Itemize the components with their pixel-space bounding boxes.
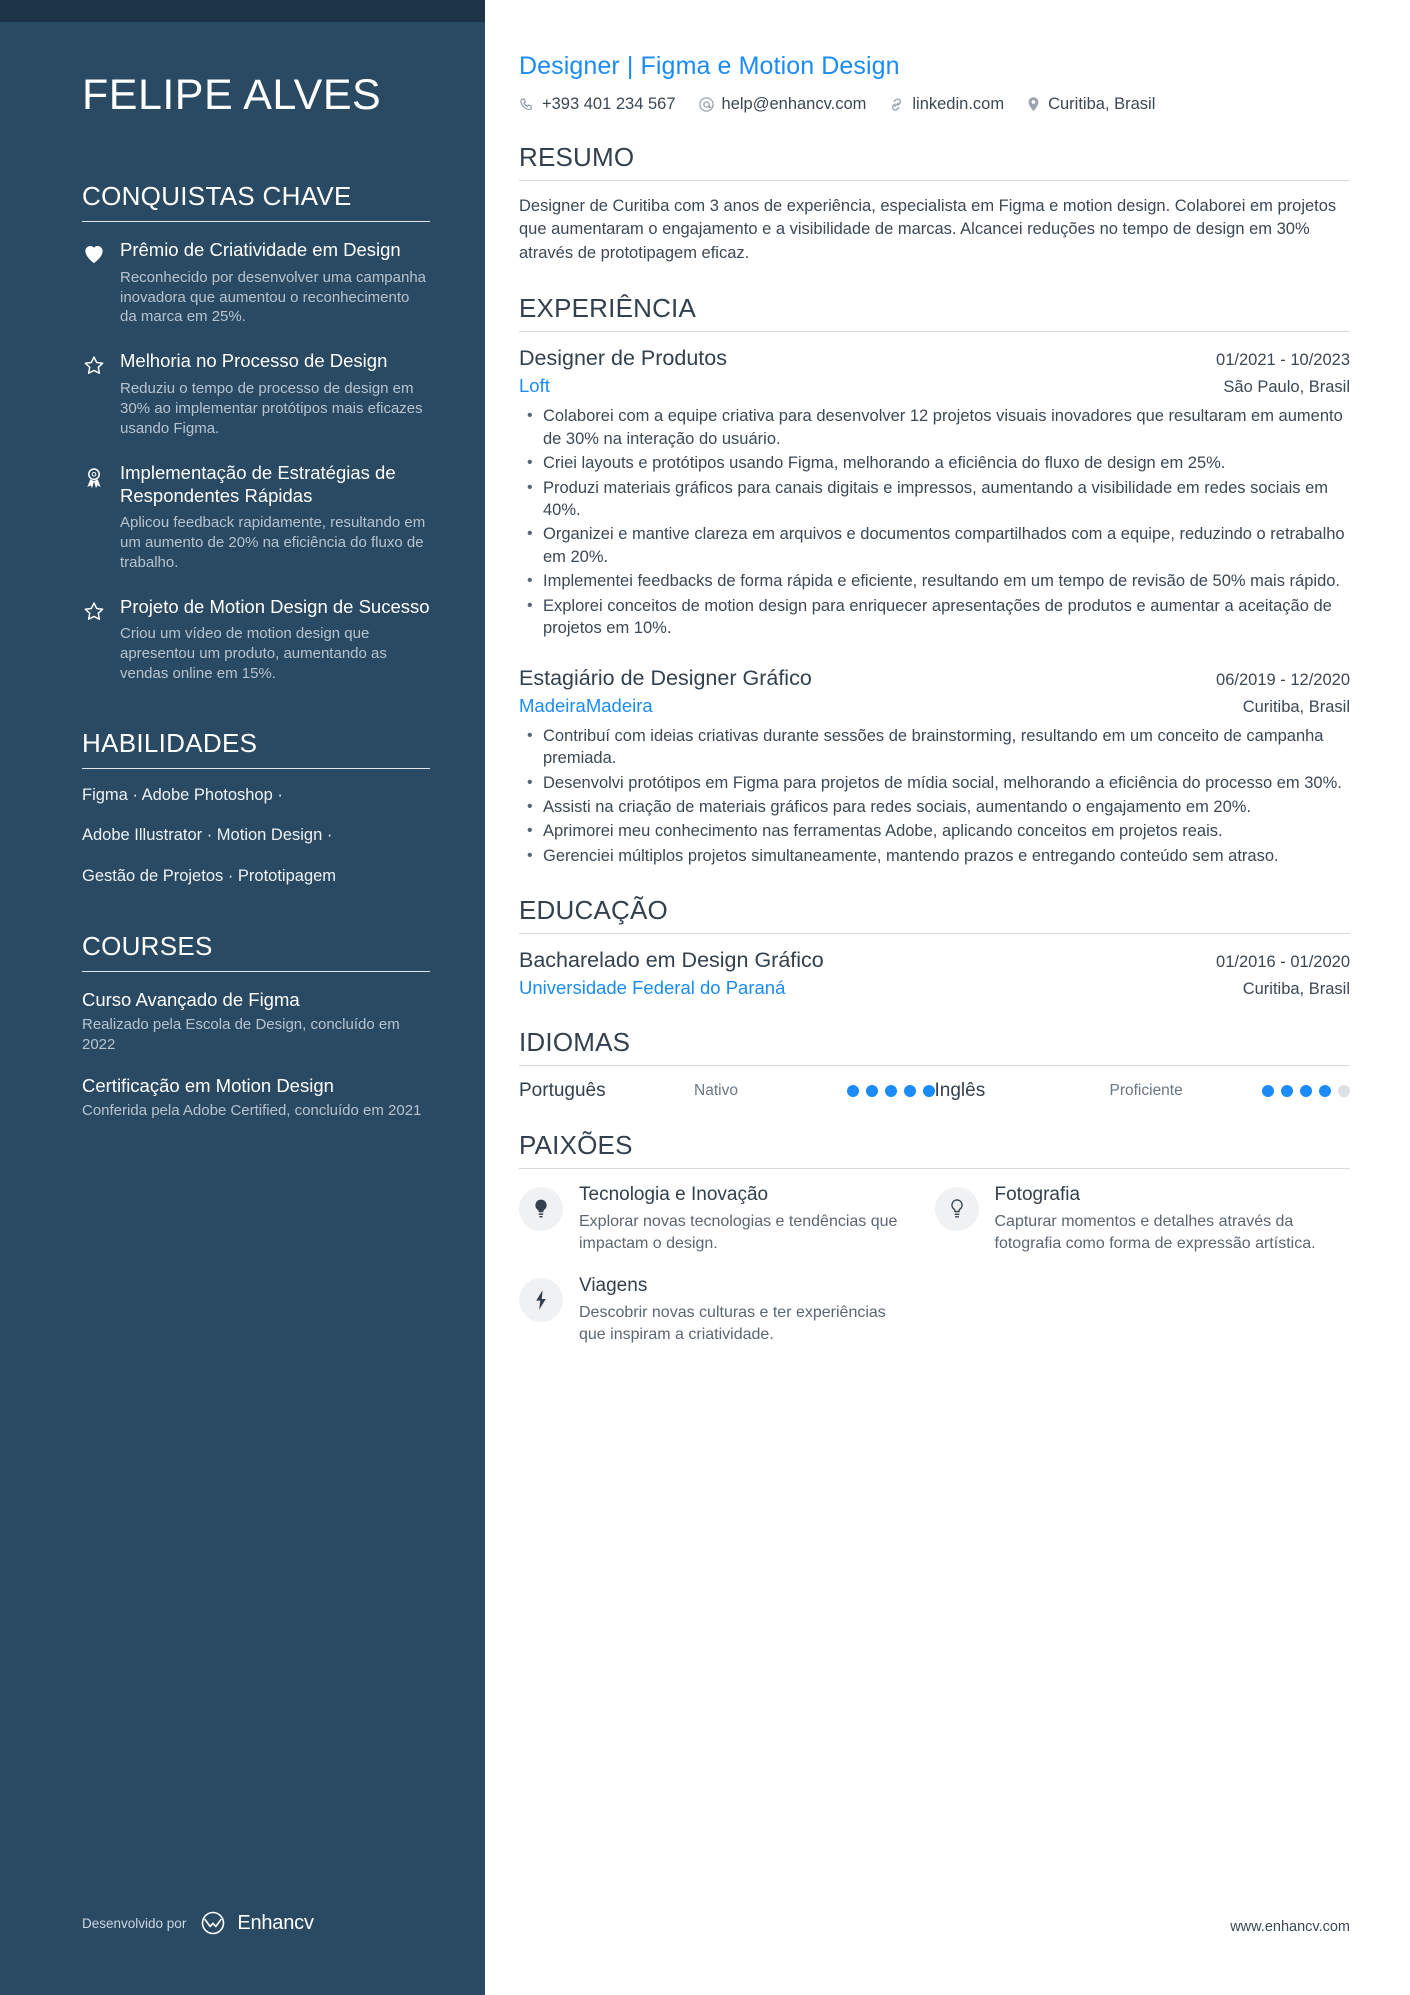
job-bullet: • Criei layouts e protótipos usando Figma, melhorando a eficiência do fluxo de design em 25%. [519, 452, 1350, 474]
job-title: Designer de Produtos [519, 346, 727, 371]
course-description: Conferida pela Adobe Certified, concluído em 2021 [82, 1102, 422, 1120]
language-level: Proficiente [1109, 1082, 1183, 1100]
rating-dot [1262, 1085, 1274, 1097]
phone-icon [519, 97, 535, 113]
skill-line: Adobe Illustrator · Motion Design · [82, 826, 333, 845]
footer-website: www.enhancv.com [1230, 1919, 1350, 1935]
job-bullets [519, 725, 1350, 868]
link-icon [888, 96, 905, 113]
passion-description: Capturar momentos e detalhes através da fotografia como forma de expressão artística. [994, 1213, 1316, 1252]
education-item [519, 948, 1350, 999]
enhancv-logo [196, 1911, 313, 1935]
section-heading-passions: PAIXÕES [519, 1130, 633, 1161]
section-courses [82, 931, 430, 1121]
headline: Designer | Figma e Motion Design [519, 52, 900, 80]
course-description: Realizado pela Escola de Design, concluído em 2022 [82, 1016, 400, 1054]
rating-dot [1338, 1085, 1350, 1097]
contact-phone-text: +393 401 234 567 [542, 95, 676, 113]
divider [519, 180, 1350, 181]
skill-line: Gestão de Projetos · Prototipagem [82, 866, 337, 885]
contact-location [1026, 95, 1155, 114]
language-item [519, 1080, 935, 1102]
course-item [82, 1074, 430, 1121]
passion-item [935, 1183, 1351, 1254]
rating-dot [847, 1085, 859, 1097]
rating-dot [866, 1085, 878, 1097]
achievement-title: Implementação de Estratégias de Respondentes Rápidas [120, 461, 396, 506]
section-education [519, 895, 1350, 999]
sidebar-footer [82, 1911, 314, 1935]
degree-date: 01/2016 - 01/2020 [1216, 953, 1350, 972]
passions-list [519, 1183, 1350, 1365]
section-heading-achievements: CONQUISTAS CHAVE [82, 181, 352, 212]
divider [82, 971, 430, 972]
achievement-description: Criou um vídeo de motion design que apresentou um produto, aumentando as vendas online em 15%. [120, 625, 387, 683]
course-title: Curso Avançado de Figma [82, 989, 300, 1011]
divider [519, 1168, 1350, 1169]
at-icon [698, 96, 715, 113]
section-passions [519, 1130, 1350, 1365]
divider [519, 331, 1350, 332]
section-key-achievements [82, 181, 430, 684]
contact-phone[interactable] [519, 95, 676, 114]
award-ribbon-icon [82, 461, 106, 573]
rating-dot [885, 1085, 897, 1097]
sidebar-top-bar [0, 0, 485, 22]
job-bullet: • Contribuí com ideias criativas durante sessões de brainstorming, resultando em um conceito de campanha premiada. [519, 725, 1350, 770]
job-date: 01/2021 - 10/2023 [1216, 351, 1350, 370]
divider [519, 1065, 1350, 1066]
rating-dot [923, 1085, 935, 1097]
rating-dot [1300, 1085, 1312, 1097]
achievement-description: Reconhecido por desenvolver uma campanha inovadora que aumentou o reconhecimento da marca em 25%. [120, 268, 427, 326]
achievement-title: Prêmio de Criatividade em Design [120, 239, 401, 261]
page-title: FELIPE ALVES [82, 71, 382, 119]
job-bullet: • Organizei e mantive clareza em arquivos e documentos compartilhados com a equipe, reduzindo o retrabalho em 20%. [519, 523, 1350, 568]
job-date: 06/2019 - 12/2020 [1216, 670, 1350, 689]
section-summary [519, 142, 1350, 265]
contact-bar [519, 95, 1350, 114]
rating-dot [904, 1085, 916, 1097]
passion-item [519, 1274, 935, 1345]
achievement-item [82, 349, 430, 438]
degree-title: Bacharelado em Design Gráfico [519, 948, 824, 973]
passion-item [519, 1183, 935, 1254]
enhancv-mark-icon [196, 1911, 230, 1935]
languages-list [519, 1080, 1350, 1102]
job-bullet: • Colaborei com a equipe criativa para desenvolver 12 projetos visuais inovadores que resultaram em aumento de 30% na interação do usuário. [519, 405, 1350, 450]
contact-email-text: help@enhancv.com [721, 95, 867, 113]
star-icon [82, 595, 106, 684]
job-bullet: • Assisti na criação de materiais gráficos para redes sociais, aumentando o engajamento em 20%. [519, 796, 1350, 818]
job-company[interactable]: MadeiraMadeira [519, 694, 653, 716]
rating-dot [1319, 1085, 1331, 1097]
lightbulb-filled-icon [519, 1187, 563, 1231]
course-title: Certificação em Motion Design [82, 1075, 334, 1097]
star-icon [82, 349, 106, 438]
spacer [519, 644, 1350, 666]
divider [519, 933, 1350, 934]
divider [82, 221, 430, 222]
contact-location-text: Curitiba, Brasil [1048, 95, 1156, 113]
passion-description: Descobrir novas culturas e ter experiências que inspiram a criatividade. [579, 1303, 886, 1343]
job-bullets [519, 405, 1350, 639]
passion-title: Viagens [579, 1275, 648, 1297]
job-bullet: • Produzi materiais gráficos para canais digitais e impressos, aumentando a visibilidade em redes sociais em 40%. [519, 477, 1350, 522]
section-heading-education: EDUCAÇÃO [519, 895, 668, 926]
section-heading-skills: HABILIDADES [82, 728, 258, 759]
experience-item [519, 666, 1350, 868]
achievement-item [82, 238, 430, 327]
section-heading-courses: COURSES [82, 931, 213, 962]
section-heading-experience: EXPERIÊNCIA [519, 293, 697, 324]
section-heading-languages: IDIOMAS [519, 1027, 631, 1058]
job-bullet: • Gerenciei múltiplos projetos simultaneamente, mantendo prazos e entregando conteúdo sem atraso. [519, 845, 1350, 867]
passion-title: Tecnologia e Inovação [579, 1184, 769, 1206]
enhancv-wordmark: Enhancv [237, 1911, 314, 1934]
contact-linkedin-text: linkedin.com [912, 95, 1005, 113]
powered-by-label: Desenvolvido por [82, 1915, 187, 1931]
course-item [82, 988, 430, 1055]
summary-text: Designer de Curitiba com 3 anos de experiência, especialista em Figma e motion design. Colaborei em projetos que aumentaram o engajamento e a visibilidade de marcas. Alcancei reduções no tempo de design em 30% através de prototipagem eficaz. [519, 197, 1337, 262]
contact-linkedin[interactable] [888, 95, 1004, 114]
lightbulb-outline-icon [935, 1187, 979, 1231]
bolt-icon [519, 1278, 563, 1322]
passion-description: Explorar novas tecnologias e tendências que impactam o design. [579, 1213, 898, 1252]
job-title: Estagiário de Designer Gráfico [519, 665, 812, 690]
heart-icon [82, 238, 106, 327]
rating-dot [1281, 1085, 1293, 1097]
language-item [935, 1080, 1351, 1102]
section-skills [82, 728, 430, 887]
contact-email[interactable] [698, 95, 867, 114]
achievement-item [82, 461, 430, 573]
language-level: Nativo [694, 1082, 738, 1100]
school-location: Curitiba, Brasil [1242, 980, 1350, 999]
language-name: Inglês [934, 1080, 986, 1102]
job-location: Curitiba, Brasil [1242, 697, 1350, 716]
job-bullet: • Implementei feedbacks de forma rápida e eficiente, resultando em um tempo de revisão de 50% mais rápido. [519, 570, 1350, 592]
job-company[interactable]: Loft [519, 375, 550, 397]
achievement-title: Projeto de Motion Design de Sucesso [120, 595, 430, 617]
location-pin-icon [1026, 96, 1041, 113]
experience-item [519, 346, 1350, 639]
divider [82, 768, 430, 769]
language-name: Português [519, 1080, 606, 1102]
achievement-description: Aplicou feedback rapidamente, resultando em um aumento de 20% na eficiência do fluxo de trabalho. [120, 514, 426, 571]
passion-title: Fotografia [994, 1184, 1081, 1206]
section-languages [519, 1027, 1350, 1102]
skill-line: Figma · Adobe Photoshop · [82, 786, 283, 805]
job-bullet: • Explorei conceitos de motion design para enriquecer apresentações de produtos e aumentar a aceitação de projetos em 10%. [519, 595, 1350, 640]
job-location: São Paulo, Brasil [1223, 378, 1350, 397]
language-rating-dots [847, 1085, 935, 1097]
achievement-item [82, 595, 430, 684]
language-rating-dots [1262, 1085, 1350, 1097]
sidebar [0, 0, 485, 1995]
section-experience [519, 293, 1350, 867]
main-content [485, 0, 1410, 1995]
job-bullet: • Desenvolvi protótipos em Figma para projetos de mídia social, melhorando a eficiência do processo em 30%. [519, 772, 1350, 794]
section-heading-summary: RESUMO [519, 142, 635, 172]
achievement-description: Reduziu o tempo de processo de design em 30% ao implementar protótipos mais eficazes usando Figma. [120, 379, 423, 437]
school-name[interactable]: Universidade Federal do Paraná [519, 977, 786, 999]
achievement-title: Melhoria no Processo de Design [120, 350, 388, 372]
job-bullet: • Aprimorei meu conhecimento nas ferramentas Adobe, aplicando conceitos em projetos reais. [519, 820, 1350, 842]
